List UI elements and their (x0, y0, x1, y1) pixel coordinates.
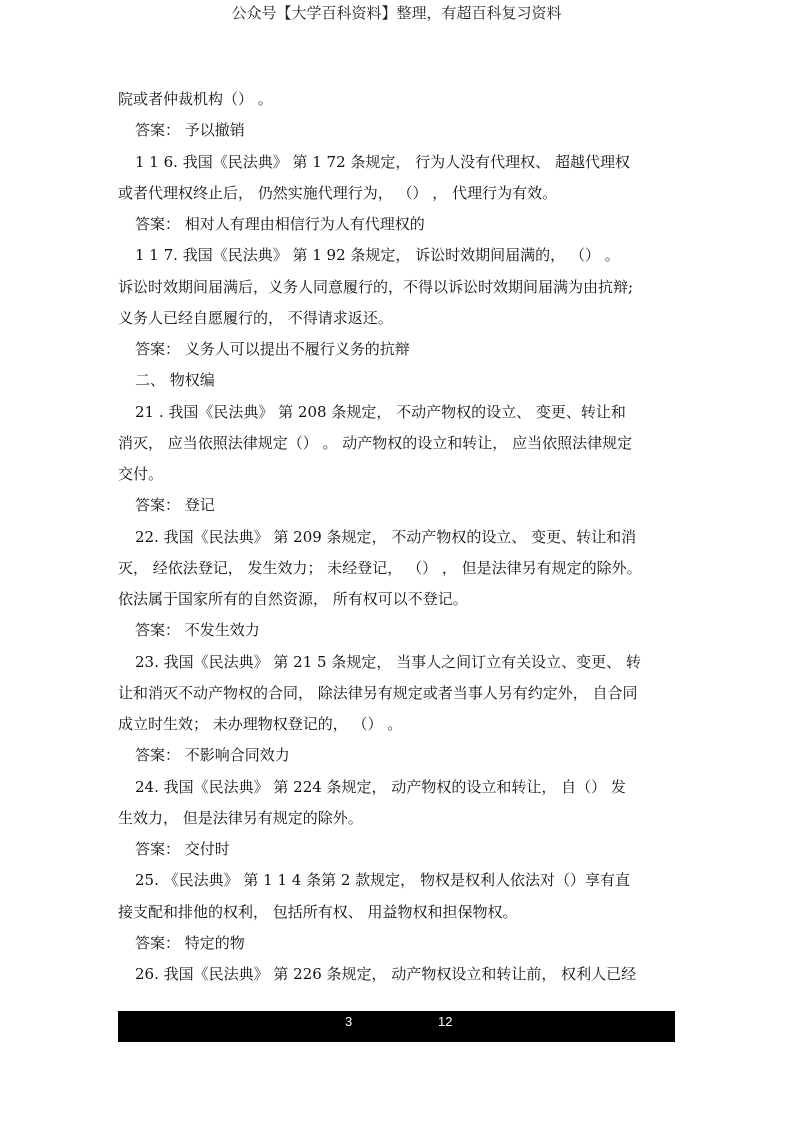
text-line: 1 1 6. 我国《民法典》 第 1 72 条规定， 行为人没有代理权、 超越代理权 (135, 152, 630, 171)
text-line: 26. 我国《民法典》 第 226 条规定， 动产物权设立和转让前， 权利人已经 (135, 965, 637, 983)
text-line: 生效力， 但是法律另有规定的除外。 (118, 808, 363, 827)
text-line: 22. 我国《民法典》 第 209 条规定， 不动产物权的设立、 变更、转让和消 (135, 527, 637, 546)
text-line: 接支配和排他的权利， 包括所有权、 用益物权和担保物权。 (118, 902, 518, 921)
text-line: 义务人已经自愿履行的， 不得请求返还。 (118, 308, 393, 327)
text-line: 1 1 7. 我国《民法典》 第 1 92 条规定， 诉讼时效期间届满的， （） 。 (135, 246, 620, 265)
document-body (118, 84, 678, 990)
text-line: 灭， 经依法登记， 发生效力； 未经登记， （） ， 但是法律另有规定的除外。 (118, 558, 642, 577)
text-line: 诉讼时效期间届满后，义务人同意履行的，不得以诉讼时效期间届满为由抗辩; (118, 277, 634, 296)
page-header: 公众号【大学百科资料】整理，有超百科复习资料 (231, 4, 562, 22)
text-line: 25. 《民法典》 第 1 1 4 条第 2 款规定， 物权是权利人依法对（）享有直 (135, 871, 630, 890)
page-number-current: 3 (345, 1014, 353, 1029)
text-line: 院或者仲裁机构（） 。 (118, 90, 273, 108)
text-line: 答案： 相对人有理由相信行为人有代理权的 (135, 215, 425, 233)
text-line: 答案： 义务人可以提出不履行义务的抗辩 (135, 340, 410, 358)
text-line: 交付。 (118, 465, 164, 483)
text-line: 答案： 不影响合同效力 (135, 746, 290, 765)
text-line: 21 . 我国《民法典》 第 208 条规定， 不动产物权的设立、 变更、转让和 (135, 402, 626, 421)
text-line: 23. 我国《民法典》 第 21 5 条规定， 当事人之间订立有关设立、变更、 转 (135, 652, 641, 671)
text-line: 或者代理权终止后， 仍然实施代理行为， （） ， 代理行为有效。 (118, 183, 558, 202)
text-line: 24. 我国《民法典》 第 224 条规定， 动产物权的设立和转让， 自（） 发 (135, 777, 626, 796)
text-line: 答案： 特定的物 (135, 933, 245, 952)
text-line: 二、 物权编 (135, 371, 215, 390)
text-line: 依法属于国家所有的自然资源， 所有权可以不登记。 (118, 590, 468, 608)
page-footer (118, 1011, 675, 1042)
text-line: 答案： 登记 (135, 496, 215, 515)
text-line: 成立时生效； 未办理物权登记的， （） 。 (118, 715, 403, 733)
page-number-total: 12 (438, 1014, 453, 1029)
text-line: 答案： 不发生效力 (135, 621, 260, 640)
text-line: 答案： 交付时 (135, 840, 230, 858)
text-line: 让和消灭不动产物权的合同， 除法律另有规定或者当事人另有约定外， 自合同 (118, 683, 638, 702)
text-line: 答案： 予以撤销 (135, 121, 245, 140)
text-line: 消灭， 应当依照法律规定（） 。 动产物权的设立和转让， 应当依照法律规定 (118, 433, 633, 452)
